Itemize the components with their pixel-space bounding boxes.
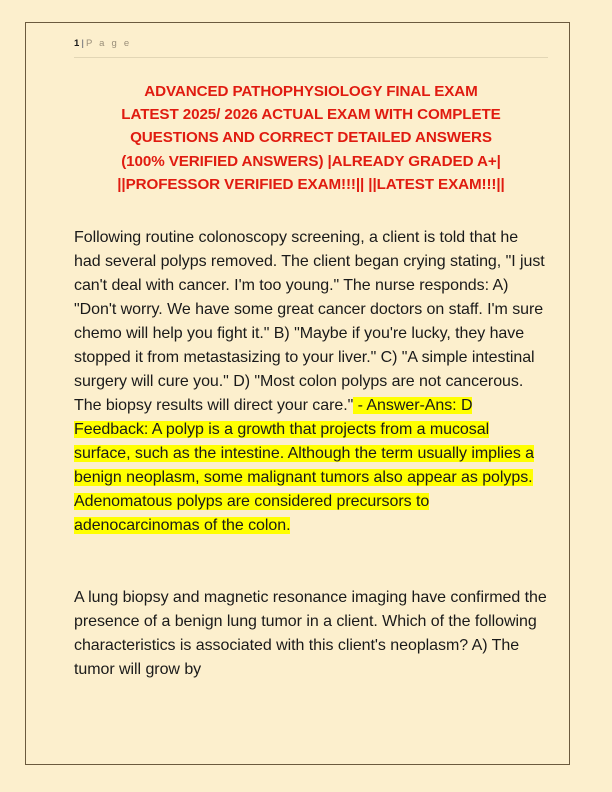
question-2-stem: A lung biopsy and magnetic resonance imaging have confirmed the presence of a benign lung tumor in a client. Which of the following characteristics is associated with this client's neoplasm? A) The tumor will grow by <box>74 589 547 679</box>
title-line-3: QUESTIONS AND CORRECT DETAILED ANSWERS <box>130 129 492 147</box>
question-block-1 <box>74 226 548 538</box>
header-separator: | <box>81 38 84 49</box>
page-border-frame <box>25 22 570 765</box>
document-title <box>74 80 548 196</box>
title-line-4: (100% VERIFIED ANSWERS) |ALREADY GRADED A+| <box>121 152 501 170</box>
question-block-2 <box>74 586 548 682</box>
title-line-2: LATEST 2025/ 2026 ACTUAL EXAM WITH COMPLETE <box>121 106 501 124</box>
header-page-label: P a g e <box>85 38 132 49</box>
question-1-answer-highlight: - Answer-Ans: D Feedback: A polyp is a growth that projects from a mucosal surface, such as the intestine. Although the term usually implies a benign neoplasm, some malignant tumors also appear as polyps. Adenomatous polyps are considered precursors to adenocarcinomas of the colon. <box>74 397 535 535</box>
question-1-stem: Following routine colonoscopy screening, a client is told that he had several polyps removed. The client began crying stating, "I just can't deal with cancer. I'm too young." The nurse responds: A) "Don't worry. We have some great cancer doctors on staff. I'm sure chemo will help you fight it." B) "Maybe if you're lucky, they have stopped it from metastasizing to your liver." C) "A simple intestinal surgery will cure you." D) "Most colon polyps are not cancerous. The biopsy results will direct your care." <box>74 229 545 415</box>
page-content-area <box>74 37 548 682</box>
title-line-5: ||PROFESSOR VERIFIED EXAM!!!|| ||LATEST EXAM!!!|| <box>117 175 505 193</box>
header-page-number: 1 <box>74 38 80 49</box>
document-body <box>74 226 548 682</box>
title-line-1: ADVANCED PATHOPHYSIOLOGY FINAL EXAM <box>144 83 478 100</box>
page-header <box>74 37 548 58</box>
